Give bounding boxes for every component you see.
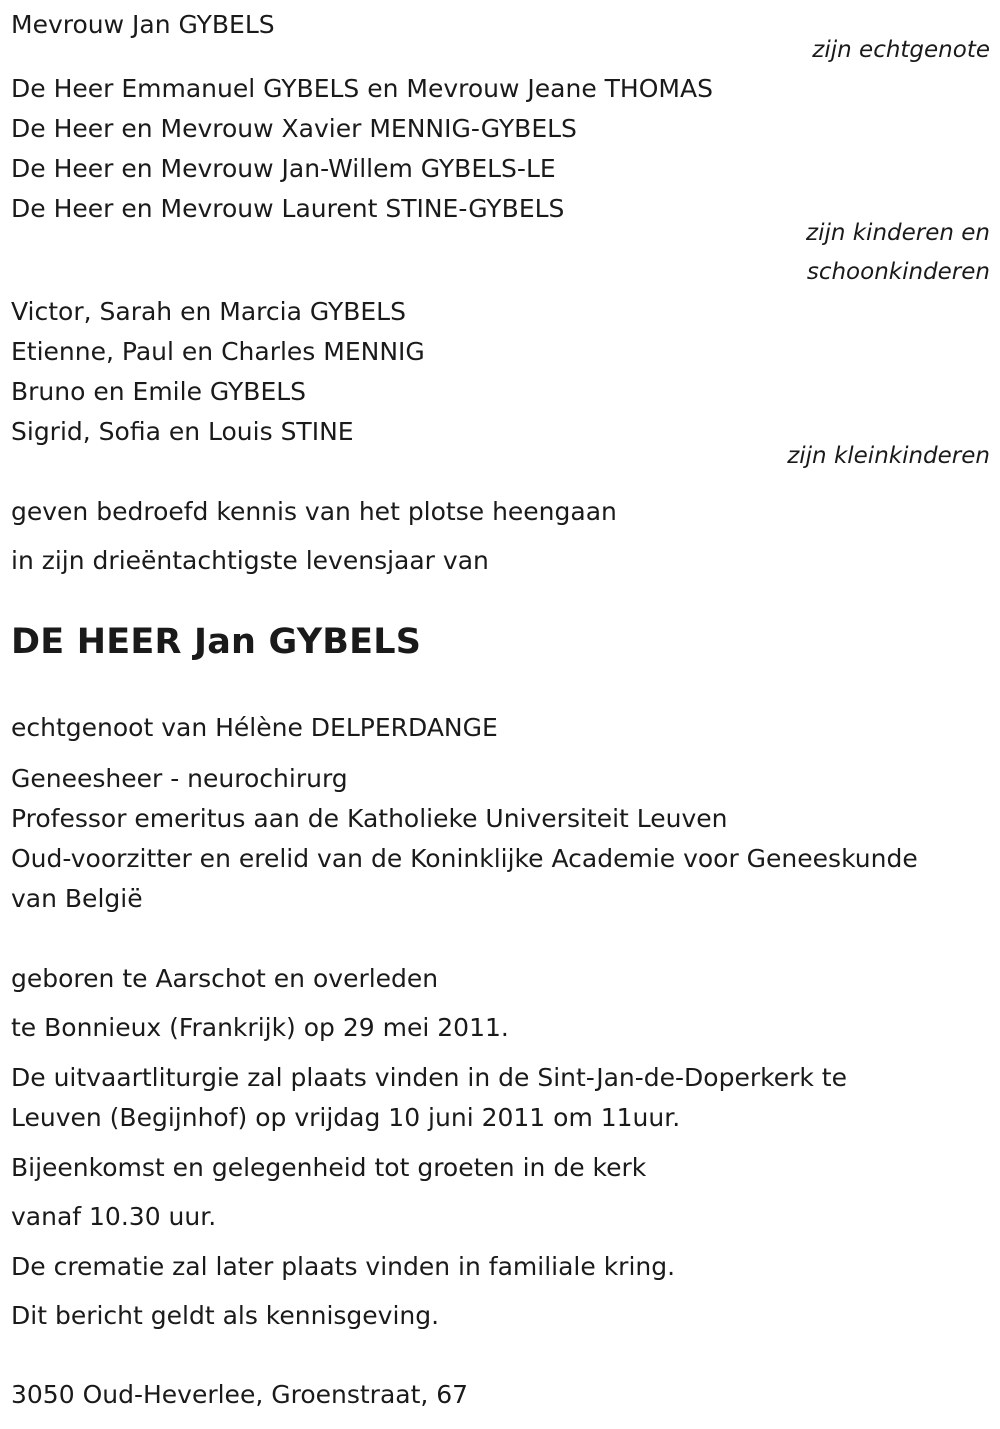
spouse-name: Mevrouw Jan GYBELS xyxy=(11,10,275,39)
child-line: De Heer en Mevrouw Xavier MENNIG-GYBELS xyxy=(11,114,577,143)
born-line: geboren te Aarschot en overleden xyxy=(11,964,439,993)
child-line: De Heer en Mevrouw Jan-Willem GYBELS-LE xyxy=(11,154,556,183)
died-line: te Bonnieux (Frankrijk) op 29 mei 2011. xyxy=(11,1013,509,1042)
children-role-continued: schoonkinderen xyxy=(806,259,990,285)
profession-line: Geneesheer - neurochirurg xyxy=(11,764,348,793)
child-line: De Heer en Mevrouw Laurent STINE-GYBELS xyxy=(11,194,565,223)
address-line: 3050 Oud-Heverlee, Groenstraat, 67 xyxy=(11,1380,469,1409)
grandchildren-role: zijn kleinkinderen xyxy=(787,443,990,469)
child-line: De Heer Emmanuel GYBELS en Mevrouw Jeane THOMAS xyxy=(11,74,713,103)
announcement-line: in zijn drieëntachtigste levensjaar van xyxy=(11,546,489,575)
cremation-line: De crematie zal later plaats vinden in familiale kring. xyxy=(11,1252,676,1281)
profession-line: Oud-voorzitter en erelid van de Koninklijke Academie voor Geneeskunde xyxy=(11,844,918,873)
spouse-of-line: echtgenoot van Hélène DELPERDANGE xyxy=(11,713,498,742)
notice-line: Dit bericht geldt als kennisgeving. xyxy=(11,1301,440,1330)
spouse-role: zijn echtgenote xyxy=(812,37,990,63)
deceased-name-title: DE HEER Jan GYBELS xyxy=(11,622,422,662)
grandchild-line: Victor, Sarah en Marcia GYBELS xyxy=(11,297,406,326)
grandchild-line: Sigrid, Sofia en Louis STINE xyxy=(11,417,354,446)
announcement-line: geven bedroefd kennis van het plotse heengaan xyxy=(11,497,617,526)
gathering-time-line: vanaf 10.30 uur. xyxy=(11,1202,217,1231)
children-role: zijn kinderen en xyxy=(806,220,990,246)
gathering-line: Bijeenkomst en gelegenheid tot groeten in de kerk xyxy=(11,1153,647,1182)
grandchild-line: Bruno en Emile GYBELS xyxy=(11,377,307,406)
profession-line: van België xyxy=(11,884,143,913)
funeral-line: Leuven (Begijnhof) op vrijdag 10 juni 2011 om 11uur. xyxy=(11,1103,681,1132)
profession-line: Professor emeritus aan de Katholieke Universiteit Leuven xyxy=(11,804,728,833)
funeral-line: De uitvaartliturgie zal plaats vinden in de Sint-Jan-de-Doperkerk te xyxy=(11,1063,847,1092)
grandchild-line: Etienne, Paul en Charles MENNIG xyxy=(11,337,425,366)
